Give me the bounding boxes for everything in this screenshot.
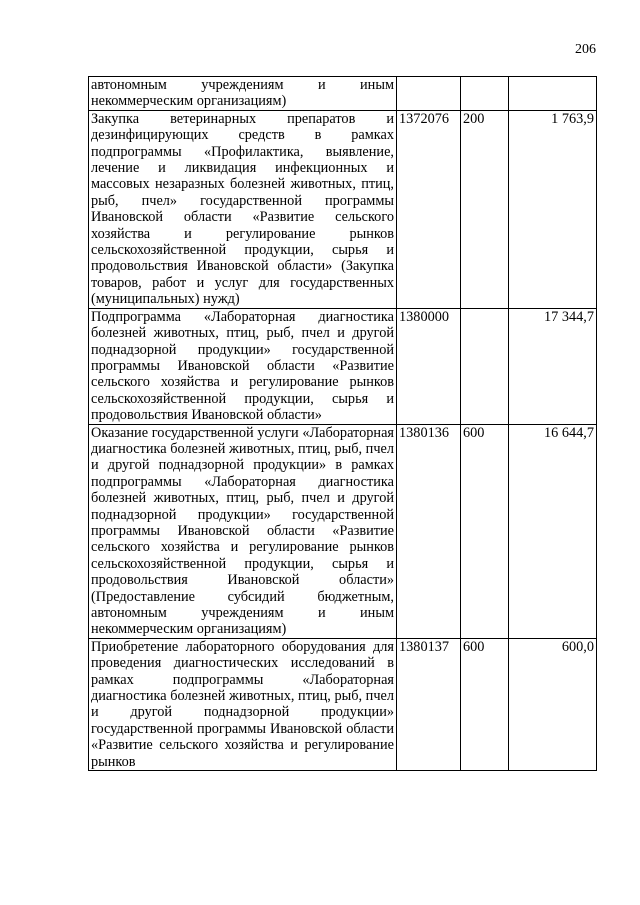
row-description-cell: [89, 638, 397, 770]
row-expense-type: 600: [463, 424, 485, 441]
page-number: 206: [575, 42, 596, 57]
row-type-cell: [461, 638, 509, 770]
row-description-cell: [89, 110, 397, 308]
row-description-cell: [89, 77, 397, 111]
row-amount-cell: [509, 308, 597, 424]
row-description-cell: [89, 424, 397, 638]
row-amount-cell: [509, 77, 597, 111]
row-amount: 17 344,7: [543, 308, 594, 325]
row-code-cell: [397, 638, 461, 770]
row-description: автономным учреждениям и иным некоммерческим организациям): [91, 77, 394, 110]
row-amount: 600,0: [561, 638, 594, 655]
row-description: Приобретение лабораторного оборудования для проведения диагностических исследований в рамках подпрограммы «Лабораторная диагностика болезней животных, птиц, рыб, пчел и другой поднадзорной продукции» государственной программы Ивановской области «Развитие сельского хозяйства и регулирование рынков: [91, 638, 394, 770]
table-row: [89, 424, 597, 638]
row-amount: 1 763,9: [551, 110, 594, 127]
row-description: Закупка ветеринарных препаратов и дезинфицирующих средств в рамках подпрограммы «Профилактика, выявление, лечение и ликвидация инфекционных и массовых незаразных болезней животных, птиц, рыб, пчел» государственной программы Ивановской области «Развитие сельского хозяйства и регулирование рынков сельскохозяйственной продукции, сырья и продовольствия Ивановской области» (Закупка товаров, работ и услуг для государственных (муниципальных) нужд): [91, 110, 394, 308]
row-amount-cell: [509, 110, 597, 308]
row-amount: 16 644,7: [543, 424, 594, 441]
row-expense-type: 200: [463, 110, 485, 127]
row-code-cell: [397, 77, 461, 111]
table-row: [89, 308, 597, 424]
row-code-cell: [397, 424, 461, 638]
row-target-code: 1380136: [399, 424, 450, 441]
row-description: Оказание государственной услуги «Лабораторная диагностика болезней животных, птиц, рыб, пчел и другой поднадзорной продукции» в рамках подпрограммы «Лабораторная диагностика болезней животных, птиц, рыб, пчел и другой поднадзорной продукции» государственной программы Ивановской области «Развитие сельского хозяйства и регулирование рынков сельскохозяйственной продукции, сырья и продовольствия Ивановской области» (Предоставление субсидий бюджетным, автономным учреждениям и иным некоммерческим организациям): [91, 424, 394, 638]
table-row: [89, 77, 597, 111]
row-type-cell: [461, 77, 509, 111]
row-target-code: 1380000: [399, 308, 450, 325]
row-description: Подпрограмма «Лабораторная диагностика болезней животных, птиц, рыб, пчел и другой поднадзорной продукции» государственной программы Ивановской области «Развитие сельского хозяйства и регулирование рынков сельскохозяйственной продукции, сырья и продовольствия Ивановской области»: [91, 308, 394, 424]
row-amount-cell: [509, 424, 597, 638]
row-description-cell: [89, 308, 397, 424]
row-type-cell: [461, 308, 509, 424]
row-expense-type: 600: [463, 638, 485, 655]
row-amount-cell: [509, 638, 597, 770]
row-type-cell: [461, 110, 509, 308]
row-code-cell: [397, 110, 461, 308]
budget-table-body: [89, 77, 597, 771]
row-code-cell: [397, 308, 461, 424]
budget-table: [88, 76, 597, 771]
row-target-code: 1380137: [399, 638, 450, 655]
table-row: [89, 638, 597, 770]
row-type-cell: [461, 424, 509, 638]
table-row: [89, 110, 597, 308]
row-target-code: 1372076: [399, 110, 450, 127]
